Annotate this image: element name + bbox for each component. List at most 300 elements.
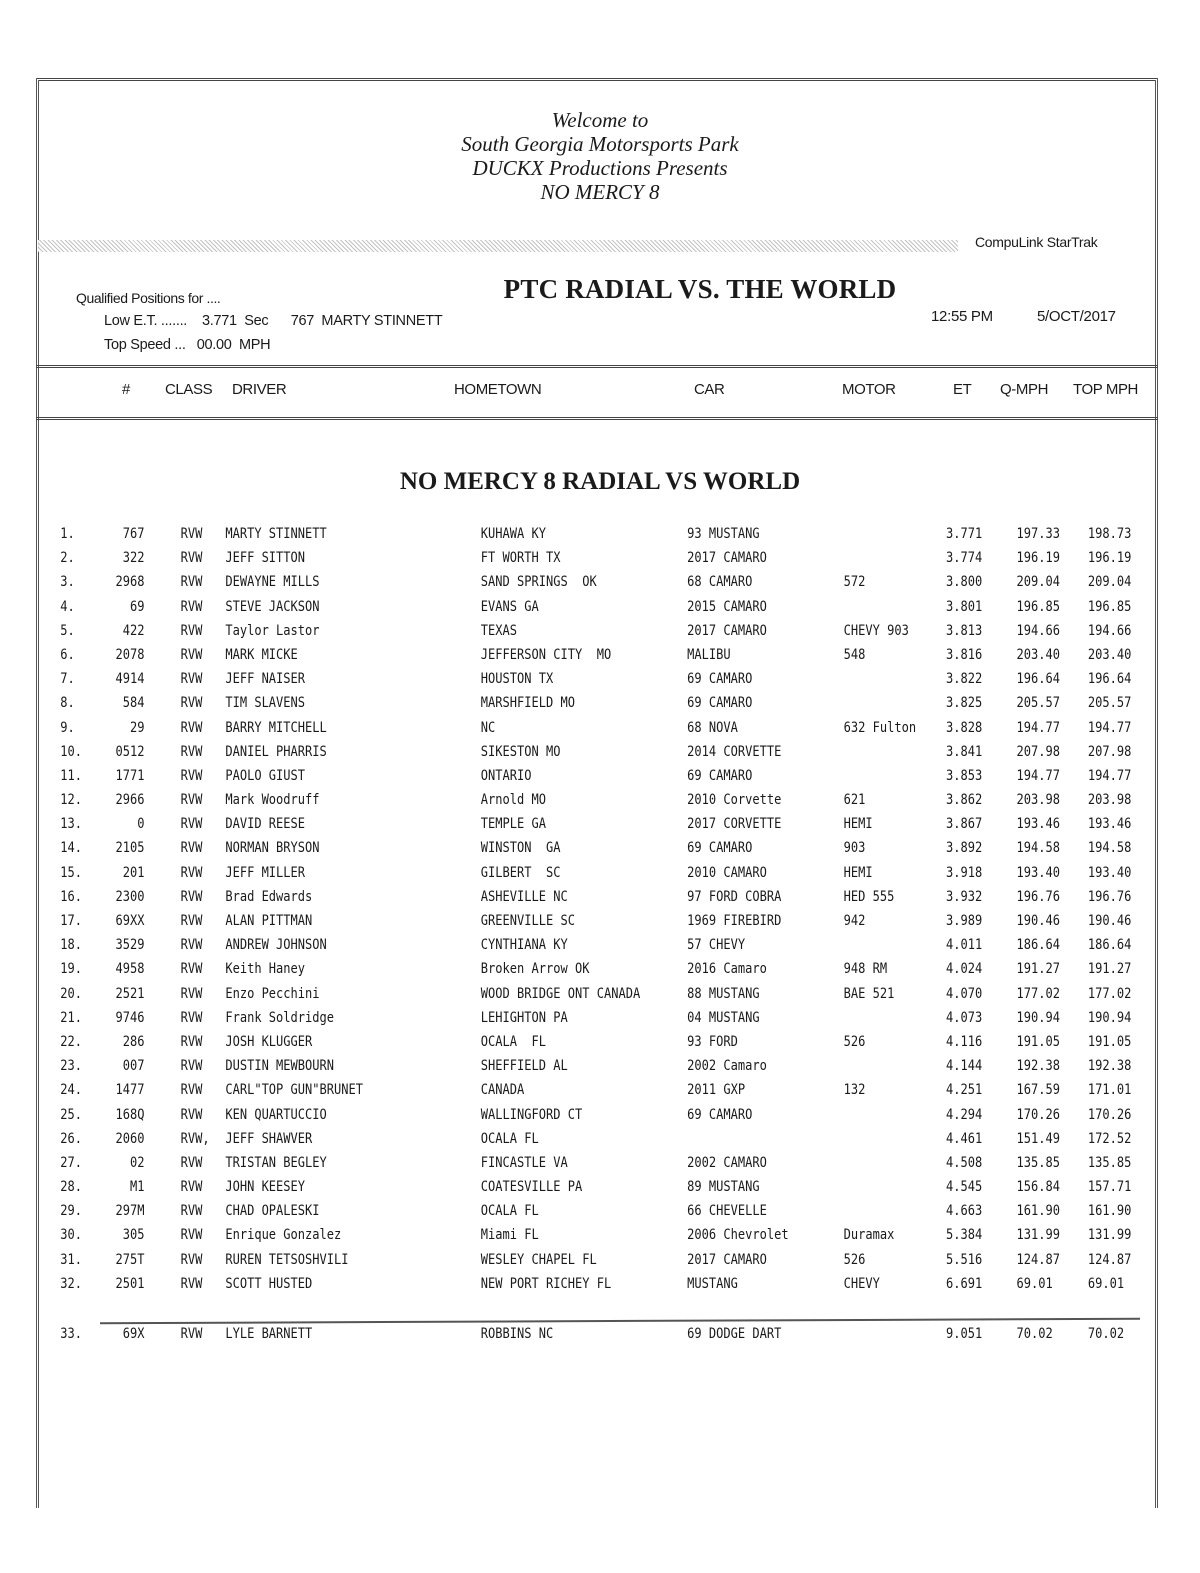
cell-hometown: TEXAS xyxy=(480,622,517,639)
cell-class: RVW xyxy=(180,1251,203,1268)
cell-position: 8. xyxy=(60,695,75,712)
cell-driver: Frank Soldridge xyxy=(225,1009,335,1026)
table-row xyxy=(0,840,1200,864)
cell-car: 2010 Corvette xyxy=(687,792,782,809)
cell-qmph: 196.76 xyxy=(1016,888,1061,905)
cell-position: 10. xyxy=(60,743,82,760)
cell-hometown: SIKESTON MO xyxy=(480,743,561,760)
table-row xyxy=(0,889,1200,913)
table-row xyxy=(0,744,1200,768)
cell-car: 2014 CORVETTE xyxy=(687,743,782,760)
table-row xyxy=(0,550,1200,574)
cell-class: RVW xyxy=(180,743,203,760)
cell-car-number: 3529 xyxy=(115,937,145,954)
cell-class: RVW xyxy=(180,1179,203,1196)
cell-et: 4.011 xyxy=(946,937,983,954)
cell-car: 2010 CAMARO xyxy=(687,864,767,881)
cell-class: RVW xyxy=(180,1326,203,1342)
cell-car: 2006 Chevrolet xyxy=(687,1227,789,1244)
col-header-class: CLASS xyxy=(165,381,213,398)
cell-car-number: 2521 xyxy=(115,985,145,1002)
cell-qmph: 190.94 xyxy=(1016,1009,1061,1026)
cell-motor: 948 RM xyxy=(843,961,888,978)
cell-driver: KEN QUARTUCCIO xyxy=(225,1106,327,1123)
cell-driver: JOHN KEESEY xyxy=(225,1179,306,1196)
cell-qmph: 170.26 xyxy=(1016,1106,1061,1123)
cell-motor: 621 xyxy=(843,792,866,809)
top-speed-label: Top Speed ... xyxy=(104,337,186,353)
cell-class: RVW xyxy=(180,961,203,978)
cell-hometown: ASHEVILLE NC xyxy=(480,888,568,905)
col-header-hometown: HOMETOWN xyxy=(454,381,542,398)
cell-hometown: MARSHFIELD MO xyxy=(480,695,575,712)
cell-hometown: WALLINGFORD CT xyxy=(480,1106,583,1123)
cell-driver: JEFF NAISER xyxy=(225,671,306,688)
cell-car: 2015 CAMARO xyxy=(687,598,767,615)
cell-position: 26. xyxy=(60,1130,82,1147)
cell-position: 30. xyxy=(60,1227,82,1244)
cell-qmph: 193.46 xyxy=(1016,816,1061,833)
cell-top-mph: 203.40 xyxy=(1087,646,1132,663)
cell-position: 13. xyxy=(60,816,82,833)
cell-qmph: 203.98 xyxy=(1016,792,1061,809)
cell-hometown: SHEFFIELD AL xyxy=(480,1058,568,1075)
table-row xyxy=(0,695,1200,719)
cell-car-number: 02 xyxy=(129,1154,145,1171)
cell-class: RVW xyxy=(180,1275,203,1292)
cell-hometown: NEW PORT RICHEY FL xyxy=(480,1275,612,1292)
cell-position: 32. xyxy=(60,1275,82,1292)
cell-car-number: 69XX xyxy=(115,913,145,929)
cell-hometown: JEFFERSON CITY MO xyxy=(480,646,612,663)
cell-hometown: WESLEY CHAPEL FL xyxy=(480,1251,597,1268)
cell-class: RVW xyxy=(180,1058,203,1075)
cell-et: 4.461 xyxy=(946,1130,983,1147)
cell-hometown: Arnold MO xyxy=(480,792,546,809)
cell-class: RVW xyxy=(180,888,203,905)
cell-car: 1969 FIREBIRD xyxy=(687,913,782,929)
cell-position: 28. xyxy=(60,1179,82,1196)
cell-class: RVW xyxy=(180,1106,203,1123)
cell-driver: Enzo Pecchini xyxy=(225,985,320,1002)
cell-driver: TRISTAN BEGLEY xyxy=(225,1154,327,1171)
cell-driver: DUSTIN MEWBOURN xyxy=(225,1058,335,1075)
cell-top-mph: 124.87 xyxy=(1087,1251,1132,1268)
cell-top-mph: 194.77 xyxy=(1087,719,1132,736)
cell-position: 23. xyxy=(60,1058,82,1075)
table-row xyxy=(0,1107,1200,1131)
cell-car-number: 767 xyxy=(122,526,145,542)
cell-et: 3.989 xyxy=(946,913,983,929)
cell-car-number: 69 xyxy=(129,598,145,615)
cell-car-number: 4958 xyxy=(115,961,145,978)
cell-position: 18. xyxy=(60,937,82,954)
results-last-row xyxy=(0,1326,1200,1350)
cell-car-number: 201 xyxy=(122,864,145,881)
cell-top-mph: 196.85 xyxy=(1087,598,1132,615)
cell-car: MALIBU xyxy=(687,646,731,663)
table-row xyxy=(0,599,1200,623)
cell-hometown: OCALA FL xyxy=(480,1130,539,1147)
cell-qmph: 131.99 xyxy=(1016,1227,1061,1244)
cell-class: RVW xyxy=(180,671,203,688)
cell-et: 4.251 xyxy=(946,1082,983,1099)
cell-et: 4.070 xyxy=(946,985,983,1002)
cell-hometown: COATESVILLE PA xyxy=(480,1179,583,1196)
cell-qmph: 190.46 xyxy=(1016,913,1061,929)
cell-qmph: 203.40 xyxy=(1016,646,1061,663)
cell-driver: JOSH KLUGGER xyxy=(225,1033,313,1050)
cell-qmph: 205.57 xyxy=(1016,695,1061,712)
cell-motor: 942 xyxy=(843,913,866,929)
cell-hometown: WINSTON GA xyxy=(480,840,561,857)
cell-driver: NORMAN BRYSON xyxy=(225,840,320,857)
cell-position: 33. xyxy=(60,1326,82,1342)
cell-class: RVW xyxy=(180,840,203,857)
cell-hometown: NC xyxy=(480,719,496,736)
table-row xyxy=(0,671,1200,695)
cell-class: RVW xyxy=(180,622,203,639)
cell-hometown: SAND SPRINGS OK xyxy=(480,574,597,591)
cell-car-number: 422 xyxy=(122,622,145,639)
cell-et: 4.073 xyxy=(946,1009,983,1026)
table-row xyxy=(0,937,1200,961)
cell-class: RVW xyxy=(180,792,203,809)
event-name: NO MERCY 8 xyxy=(540,180,660,204)
cell-hometown: FT WORTH TX xyxy=(480,550,561,567)
cell-position: 7. xyxy=(60,671,75,688)
cell-car: MUSTANG xyxy=(687,1275,738,1292)
table-row xyxy=(0,720,1200,744)
cell-et: 3.813 xyxy=(946,622,983,639)
table-row xyxy=(0,865,1200,889)
cell-position: 17. xyxy=(60,913,82,929)
table-row xyxy=(0,792,1200,816)
cell-car-number: 584 xyxy=(122,695,145,712)
table-row xyxy=(0,647,1200,671)
table-row xyxy=(0,913,1200,937)
cell-hometown: GREENVILLE SC xyxy=(480,913,575,929)
cell-qmph: 156.84 xyxy=(1016,1179,1061,1196)
col-header-car: CAR xyxy=(694,381,725,398)
cell-hometown: GILBERT SC xyxy=(480,864,561,881)
col-header-et: ET xyxy=(953,381,972,398)
cell-position: 9. xyxy=(60,719,75,736)
cell-position: 31. xyxy=(60,1251,82,1268)
cell-motor: Duramax xyxy=(843,1227,895,1244)
cell-driver: ALAN PITTMAN xyxy=(225,913,313,929)
cell-class: RVW xyxy=(180,646,203,663)
cell-top-mph: 196.64 xyxy=(1087,671,1132,688)
table-row xyxy=(0,1179,1200,1203)
cell-et: 3.816 xyxy=(946,646,983,663)
cell-driver: Brad Edwards xyxy=(225,888,313,905)
table-row xyxy=(0,1058,1200,1082)
cell-hometown: Miami FL xyxy=(480,1227,539,1244)
track-name: South Georgia Motorsports Park xyxy=(461,132,739,156)
shaded-divider xyxy=(38,240,958,252)
cell-hometown: WOOD BRIDGE ONT CANADA xyxy=(480,985,641,1002)
cell-motor: CHEVY xyxy=(843,1275,880,1292)
cell-top-mph: 172.52 xyxy=(1087,1130,1132,1147)
cell-top-mph: 190.46 xyxy=(1087,913,1132,929)
cell-hometown: Broken Arrow OK xyxy=(480,961,590,978)
cell-car-number: 9746 xyxy=(115,1009,145,1026)
cell-driver: JEFF SITTON xyxy=(225,550,306,567)
cell-hometown: EVANS GA xyxy=(480,598,539,615)
cell-car: 69 CAMARO xyxy=(687,767,753,784)
cell-qmph: 124.87 xyxy=(1016,1251,1061,1268)
cell-et: 3.862 xyxy=(946,792,983,809)
cell-position: 2. xyxy=(60,550,75,567)
cell-et: 3.774 xyxy=(946,550,983,567)
cell-top-mph: 70.02 xyxy=(1087,1326,1125,1342)
cell-qmph: 191.05 xyxy=(1016,1033,1061,1050)
cell-class: RVW xyxy=(180,767,203,784)
cell-top-mph: 194.77 xyxy=(1087,767,1132,784)
cell-position: 5. xyxy=(60,622,75,639)
cell-motor: 526 xyxy=(843,1033,866,1050)
cell-et: 3.932 xyxy=(946,888,983,905)
cell-top-mph: 177.02 xyxy=(1087,985,1132,1002)
cell-driver: DAVID REESE xyxy=(225,816,306,833)
cell-position: 12. xyxy=(60,792,82,809)
cell-car-number: 286 xyxy=(122,1033,145,1050)
cell-motor: 548 xyxy=(843,646,866,663)
cell-car: 93 FORD xyxy=(687,1033,738,1050)
qualified-label: Qualified Positions for .... xyxy=(76,290,221,306)
cell-driver: RUREN TETSOSHVILI xyxy=(225,1251,349,1268)
low-et-value: 3.771 Sec xyxy=(201,313,269,329)
cell-top-mph: 157.71 xyxy=(1087,1179,1132,1196)
cell-position: 25. xyxy=(60,1106,82,1123)
cell-driver: JEFF MILLER xyxy=(225,864,306,881)
cell-qmph: 191.27 xyxy=(1016,961,1061,978)
cell-qmph: 207.98 xyxy=(1016,743,1061,760)
cell-qmph: 193.40 xyxy=(1016,864,1061,881)
col-header-motor: MOTOR xyxy=(842,381,896,398)
cell-car: 69 CAMARO xyxy=(687,695,753,712)
cell-car: 97 FORD COBRA xyxy=(687,888,782,905)
table-row xyxy=(0,1326,1200,1350)
cell-et: 5.516 xyxy=(946,1251,983,1268)
cell-et: 4.116 xyxy=(946,1033,983,1050)
cell-class: RVW xyxy=(180,598,203,615)
cell-motor: 903 xyxy=(843,840,866,857)
cell-position: 16. xyxy=(60,888,82,905)
cell-car: 2017 CORVETTE xyxy=(687,816,782,833)
cell-top-mph: 196.76 xyxy=(1087,888,1132,905)
table-row xyxy=(0,526,1200,550)
col-header-driver: DRIVER xyxy=(232,381,287,398)
cell-driver: JEFF SHAWVER xyxy=(225,1130,313,1147)
cell-driver: PAOLO GIUST xyxy=(225,767,306,784)
cell-qmph: 196.64 xyxy=(1016,671,1061,688)
cell-driver: LYLE BARNETT xyxy=(225,1326,313,1342)
print-time: 12:55 PM xyxy=(931,308,993,325)
cell-et: 3.853 xyxy=(946,767,983,784)
cell-qmph: 194.66 xyxy=(1016,622,1061,639)
cell-driver: DEWAYNE MILLS xyxy=(225,574,320,591)
cell-qmph: 186.64 xyxy=(1016,937,1061,954)
cell-car: 93 MUSTANG xyxy=(687,526,760,542)
cell-car-number: 322 xyxy=(122,550,145,567)
cell-et: 9.051 xyxy=(946,1326,983,1342)
class-title: PTC RADIAL VS. THE WORLD xyxy=(503,274,897,304)
cell-class: RVW xyxy=(180,816,203,833)
cell-car-number: 2968 xyxy=(115,574,145,591)
cell-driver: BARRY MITCHELL xyxy=(225,719,327,736)
cell-qmph: 161.90 xyxy=(1016,1203,1061,1220)
cell-top-mph: 171.01 xyxy=(1087,1082,1132,1099)
cell-class: RVW xyxy=(180,1009,203,1026)
cell-hometown: FINCASTLE VA xyxy=(480,1154,568,1171)
cell-driver: DANIEL PHARRIS xyxy=(225,743,327,760)
cell-car-number: 168Q xyxy=(115,1106,145,1123)
cell-class: RVW xyxy=(180,1082,203,1099)
cell-qmph: 194.58 xyxy=(1016,840,1061,857)
cell-top-mph: 191.27 xyxy=(1087,961,1132,978)
table-row xyxy=(0,1203,1200,1227)
cell-top-mph: 193.46 xyxy=(1087,816,1132,833)
cell-car: 2017 CAMARO xyxy=(687,550,767,567)
cell-position: 27. xyxy=(60,1154,82,1171)
cell-position: 22. xyxy=(60,1033,82,1050)
cell-qmph: 197.33 xyxy=(1016,526,1061,542)
table-row xyxy=(0,986,1200,1010)
cell-et: 4.663 xyxy=(946,1203,983,1220)
cell-et: 3.771 xyxy=(946,526,983,542)
cell-top-mph: 194.66 xyxy=(1087,622,1132,639)
cell-qmph: 167.59 xyxy=(1016,1082,1061,1099)
cell-car-number: 2105 xyxy=(115,840,145,857)
cell-position: 14. xyxy=(60,840,82,857)
cell-class: RVW, xyxy=(180,1130,210,1147)
cell-et: 4.294 xyxy=(946,1106,983,1123)
cell-driver: MARTY STINNETT xyxy=(225,526,327,542)
table-row xyxy=(0,816,1200,840)
cell-qmph: 135.85 xyxy=(1016,1154,1061,1171)
low-et-row xyxy=(104,313,442,329)
cell-top-mph: 203.98 xyxy=(1087,792,1132,809)
cell-car: 68 CAMARO xyxy=(687,574,753,591)
table-row xyxy=(0,1252,1200,1276)
cell-position: 3. xyxy=(60,574,75,591)
cell-position: 24. xyxy=(60,1082,82,1099)
cell-qmph: 177.02 xyxy=(1016,985,1061,1002)
cell-hometown: OCALA FL xyxy=(480,1203,539,1220)
col-header-top-mph: TOP MPH xyxy=(1073,381,1138,398)
producer-line: DUCKX Productions Presents xyxy=(472,156,728,180)
cell-top-mph: 192.38 xyxy=(1087,1058,1132,1075)
cell-top-mph: 194.58 xyxy=(1087,840,1132,857)
cell-car: 69 CAMARO xyxy=(687,840,753,857)
cell-car-number: 69X xyxy=(122,1326,145,1342)
table-row xyxy=(0,768,1200,792)
cell-et: 4.545 xyxy=(946,1179,983,1196)
cell-hometown: ONTARIO xyxy=(480,767,532,784)
cell-driver: MARK MICKE xyxy=(225,646,298,663)
cell-position: 21. xyxy=(60,1009,82,1026)
cell-driver: Enrique Gonzalez xyxy=(225,1227,342,1244)
cell-car: 04 MUSTANG xyxy=(687,1009,760,1026)
table-row xyxy=(0,1082,1200,1106)
cell-et: 6.691 xyxy=(946,1275,983,1292)
cell-motor: 572 xyxy=(843,574,866,591)
cell-driver: SCOTT HUSTED xyxy=(225,1275,313,1292)
table-row xyxy=(0,961,1200,985)
cell-motor: 526 xyxy=(843,1251,866,1268)
cell-hometown: LEHIGHTON PA xyxy=(480,1009,568,1026)
cell-driver: Keith Haney xyxy=(225,961,306,978)
cell-class: RVW xyxy=(180,937,203,954)
cell-class: RVW xyxy=(180,1203,203,1220)
cell-qmph: 194.77 xyxy=(1016,767,1061,784)
cell-hometown: OCALA FL xyxy=(480,1033,546,1050)
table-row xyxy=(0,1155,1200,1179)
cell-car-number: 0 xyxy=(137,816,145,833)
cell-et: 3.801 xyxy=(946,598,983,615)
cell-position: 19. xyxy=(60,961,82,978)
table-row xyxy=(0,1010,1200,1034)
cell-class: RVW xyxy=(180,985,203,1002)
results-table xyxy=(0,526,1200,1300)
section-title: NO MERCY 8 RADIAL VS WORLD xyxy=(399,468,801,495)
cell-car: 69 CAMARO xyxy=(687,1106,753,1123)
cell-qmph: 209.04 xyxy=(1016,574,1061,591)
cell-class: RVW xyxy=(180,526,203,542)
cell-position: 29. xyxy=(60,1203,82,1220)
welcome-line: Welcome to xyxy=(551,108,649,132)
low-et-label: Low E.T. ....... xyxy=(104,313,188,329)
cell-qmph: 69.01 xyxy=(1016,1275,1053,1292)
cell-et: 4.024 xyxy=(946,961,983,978)
cell-class: RVW xyxy=(180,1227,203,1244)
cell-car-number: 2060 xyxy=(115,1130,145,1147)
cell-car: 88 MUSTANG xyxy=(687,985,760,1002)
col-header-num: # xyxy=(122,381,130,398)
cell-qmph: 196.19 xyxy=(1016,550,1061,567)
cell-driver: Mark Woodruff xyxy=(225,792,320,809)
cell-car-number: 29 xyxy=(129,719,145,736)
cell-et: 3.918 xyxy=(946,864,983,881)
cell-motor: 632 Fulton xyxy=(843,719,917,736)
cell-et: 3.822 xyxy=(946,671,983,688)
cell-motor: CHEVY 903 xyxy=(843,622,909,639)
cell-driver: STEVE JACKSON xyxy=(225,598,320,615)
cell-class: RVW xyxy=(180,1154,203,1171)
cell-top-mph: 131.99 xyxy=(1087,1227,1132,1244)
cell-hometown: HOUSTON TX xyxy=(480,671,554,688)
cell-car-number: 007 xyxy=(122,1058,145,1075)
cell-car-number: 0512 xyxy=(115,743,145,760)
cell-car-number: 2078 xyxy=(115,646,145,663)
cell-top-mph: 190.94 xyxy=(1087,1009,1132,1026)
cell-driver: TIM SLAVENS xyxy=(225,695,306,712)
cell-car-number: 1771 xyxy=(115,767,145,784)
cell-motor: HED 555 xyxy=(843,888,895,905)
cell-car: 2011 GXP xyxy=(687,1082,746,1099)
cell-car-number: 275T xyxy=(115,1251,145,1268)
cell-hometown: CYNTHIANA KY xyxy=(480,937,568,954)
cell-top-mph: 191.05 xyxy=(1087,1033,1132,1050)
cell-hometown: CANADA xyxy=(480,1082,525,1099)
cell-car: 2017 CAMARO xyxy=(687,622,767,639)
cell-position: 1. xyxy=(60,526,75,542)
cell-top-mph: 186.64 xyxy=(1087,937,1132,954)
cell-driver: Taylor Lastor xyxy=(225,622,320,639)
cell-car: 2002 CAMARO xyxy=(687,1154,767,1171)
